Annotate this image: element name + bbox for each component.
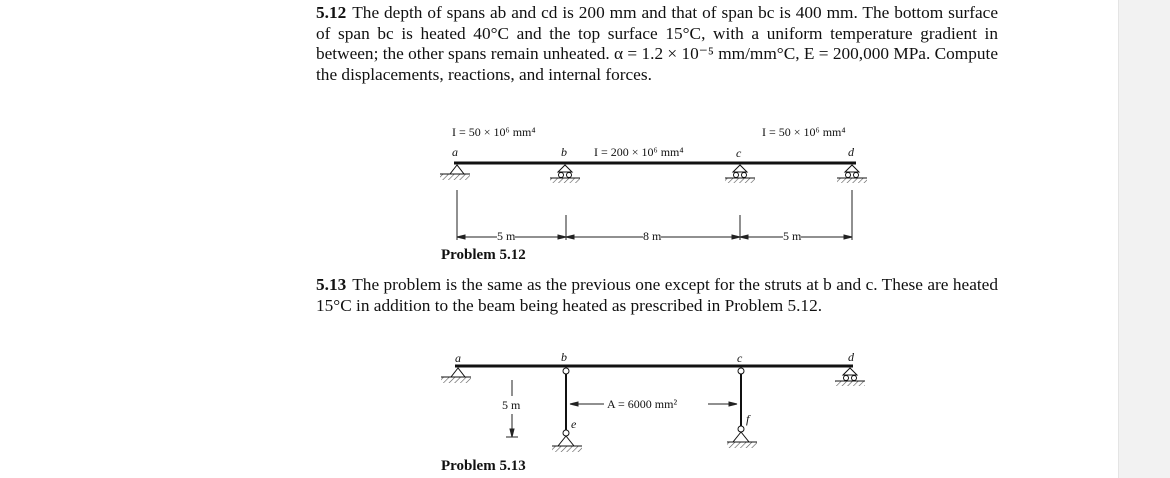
problem-statement: The depth of spans ab and cd is 200 mm and that of span bc is 400 mm. The bottom surface of span bc is heated 40°C and the top surface 15°C, with a uniform temperature gradient in between; the other spans remain unheated. α = 1.2 × 10⁻⁵ mm/mm°C, E = 200,000 MPa. Compute the displacements, reactions, and internal forces. (316, 3, 998, 84)
node-label-a: a (452, 145, 458, 159)
strut-length-label: 5 m (502, 398, 521, 412)
node-label-b: b (561, 350, 567, 364)
node-label-b: b (561, 145, 567, 159)
inertia-label-ab: I = 50 × 10⁶ mm⁴ (452, 125, 536, 139)
problem-number: 5.12 (316, 3, 347, 22)
strut-area-label: A = 6000 mm² (607, 397, 678, 411)
strut-c (727, 368, 757, 448)
figure-caption-5-13: Problem 5.13 (441, 458, 526, 474)
inertia-label-cd: I = 50 × 10⁶ mm⁴ (762, 125, 846, 139)
node-label-a: a (455, 351, 461, 365)
span-label-ab: 5 m (497, 229, 516, 243)
node-label-f: f (746, 412, 750, 426)
node-label-e: e (571, 417, 577, 431)
node-label-c: c (736, 146, 742, 160)
problem-number: 5.13 (316, 275, 347, 294)
support-d-roller (835, 368, 865, 386)
inertia-label-bc: I = 200 × 10⁶ mm⁴ (594, 145, 684, 159)
support-a-pin (441, 368, 471, 383)
node-label-d: d (848, 350, 854, 364)
span-label-cd: 5 m (783, 229, 802, 243)
span-label-bc: 8 m (643, 229, 662, 243)
problem-statement: The problem is the same as the previous one except for the struts at b and c. These are heated 15°C in addition to the beam being heated as prescribed in Problem 5.12. (316, 275, 998, 315)
strut-b (552, 368, 582, 452)
figure-caption-5-12: Problem 5.12 (441, 247, 526, 263)
node-label-c: c (737, 351, 743, 365)
node-label-d: d (848, 145, 854, 159)
